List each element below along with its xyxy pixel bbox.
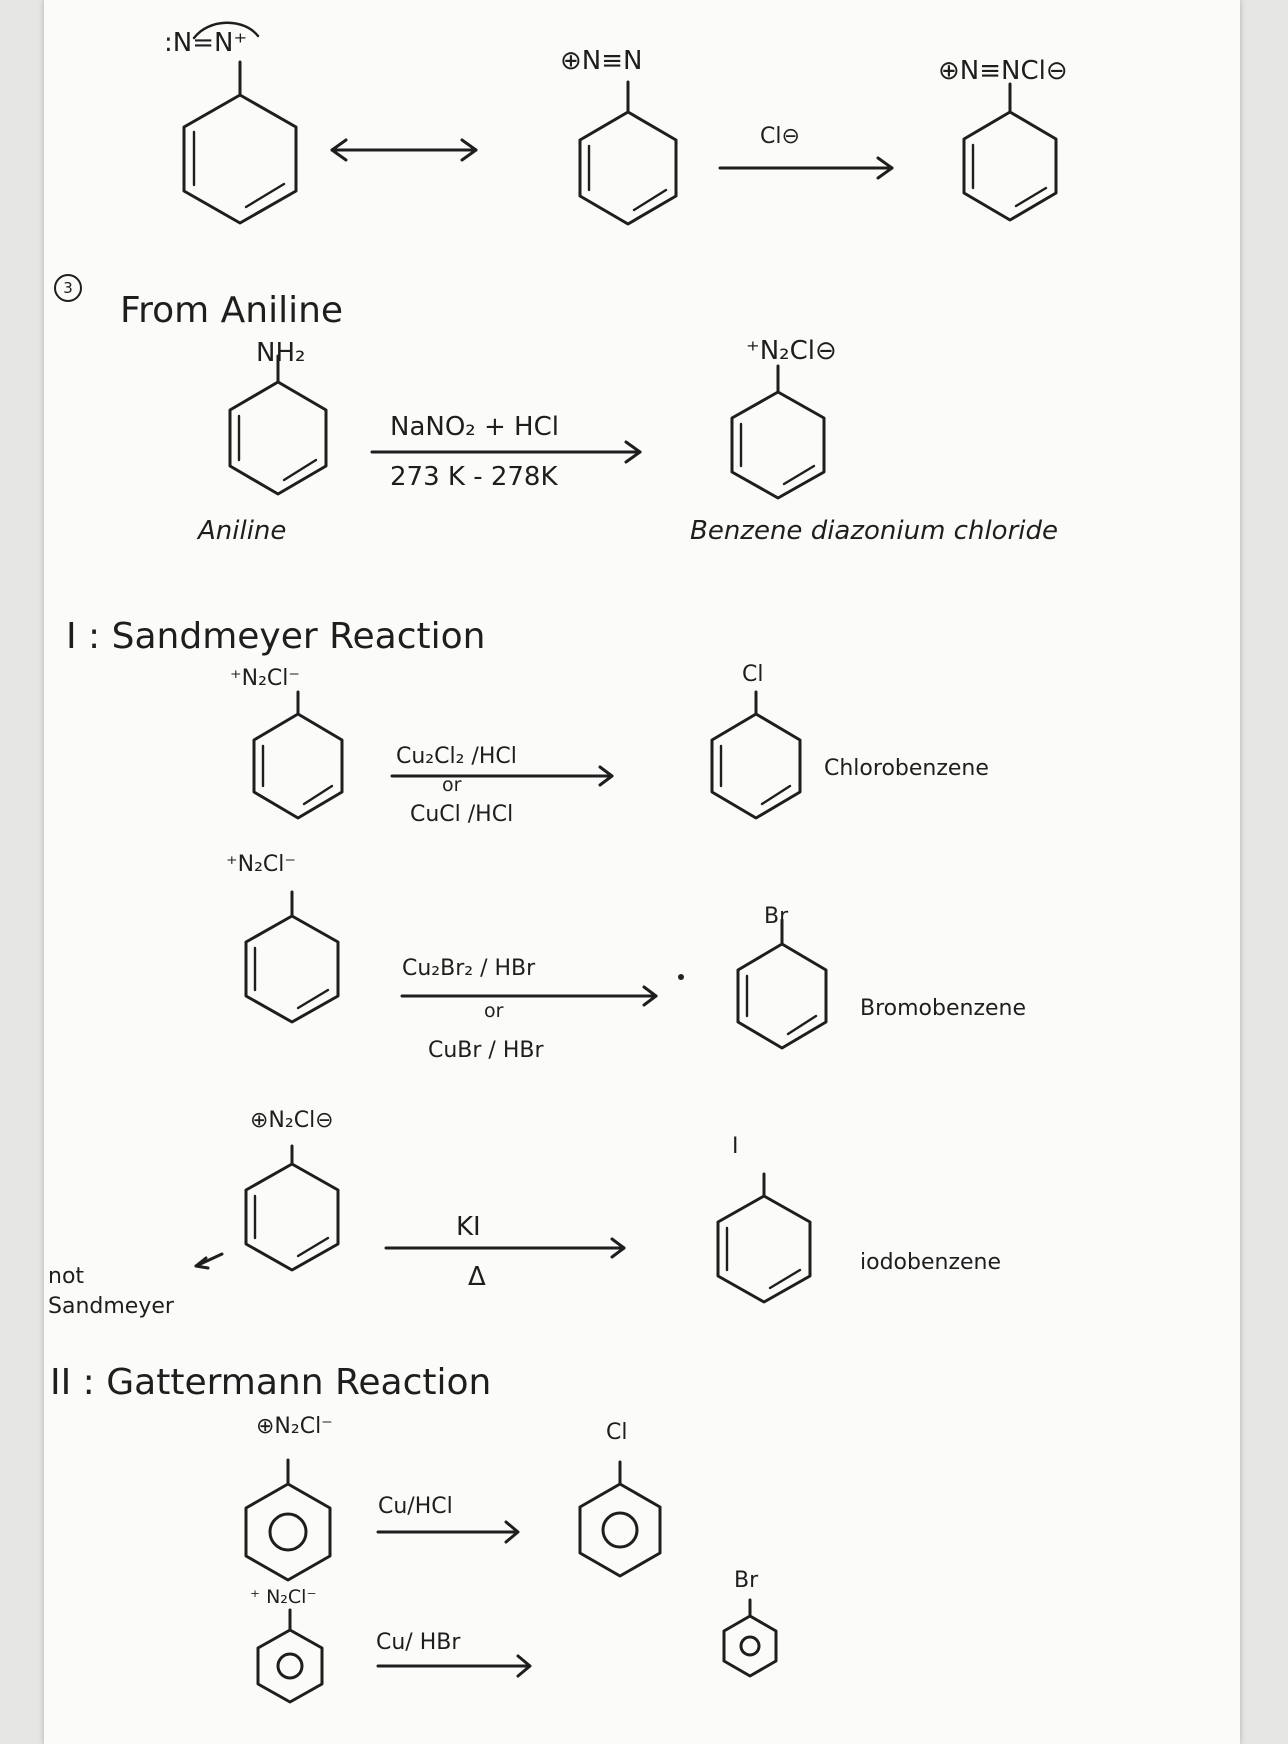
diazonium-ring <box>732 366 824 498</box>
resonance-left-label: :N=N⁺ <box>164 28 248 58</box>
notebook-page <box>44 0 1240 1744</box>
not-sandmeyer-note-line1: not <box>48 1264 85 1289</box>
gattermann-1-arrow <box>378 1522 518 1542</box>
gattermann-2-reactant-ring <box>258 1610 322 1702</box>
resonance-right-label: ⊕N≡NCl⊖ <box>938 56 1068 86</box>
aniline-nh2-group: NH₂ <box>256 338 306 368</box>
chlorobenzene-ring <box>712 692 800 818</box>
sandmeyer-3-reactant-ring <box>246 1146 338 1270</box>
gattermann-reaction-title: II : Gattermann Reaction <box>50 1362 492 1403</box>
sandmeyer-1-reactant-ring <box>254 692 342 818</box>
section-number-marker: 3 <box>54 274 82 302</box>
resonance-middle-label: ⊕N≡N <box>560 46 643 76</box>
aniline-label: Aniline <box>198 516 287 546</box>
diazotization-temperature: 273 K - 278K <box>390 462 558 492</box>
sandmeyer-1-reagent-top: Cu₂Cl₂ /HCl <box>396 744 517 769</box>
bromobenzene-label: Bromobenzene <box>860 996 1027 1021</box>
diazonium-group: ⁺N₂Cl⊖ <box>746 336 837 366</box>
benzene-diazonium-chloride-label: Benzene diazonium chloride <box>690 516 1058 546</box>
benzene-ring-1 <box>184 62 296 223</box>
sandmeyer-reaction-title: I : Sandmeyer Reaction <box>66 616 486 657</box>
not-sandmeyer-arrow <box>196 1254 222 1268</box>
sandmeyer-1-diazonium-group: ⁺N₂Cl⁻ <box>230 666 300 691</box>
diazotization-reagent: NaNO₂ + HCl <box>390 412 559 442</box>
sandmeyer-1-or: or <box>442 774 462 796</box>
not-sandmeyer-note-line2: Sandmeyer <box>48 1294 174 1319</box>
gattermann-2-diazonium-group: ⁺ N₂Cl⁻ <box>250 1586 317 1608</box>
section-from-aniline-title: From Aniline <box>120 290 344 331</box>
chlorobenzene-cl-group: Cl <box>742 662 764 687</box>
gattermann-chlorobenzene-cl-group: Cl <box>606 1420 628 1445</box>
gattermann-1-reagent: Cu/HCl <box>378 1494 453 1519</box>
iodobenzene-ring <box>718 1174 810 1302</box>
heat-symbol: Δ <box>468 1262 486 1292</box>
bromobenzene-ring <box>738 920 826 1048</box>
sandmeyer-1-arrow <box>392 767 612 785</box>
sandmeyer-2-reagent-top: Cu₂Br₂ / HBr <box>402 956 536 981</box>
sandmeyer-1-reagent-bottom: CuCl /HCl <box>410 802 514 827</box>
chlorobenzene-label: Chlorobenzene <box>824 756 989 781</box>
bromobenzene-br-group: Br <box>764 904 789 929</box>
reaction-arrow-cl <box>720 158 892 178</box>
ki-reagent: KI <box>456 1212 481 1242</box>
diazotization-arrow <box>372 442 640 462</box>
sandmeyer-2-or: or <box>484 1000 504 1022</box>
resonance-arrow <box>332 140 476 160</box>
gattermann-2-arrow <box>378 1656 530 1676</box>
benzene-ring-2 <box>580 82 676 224</box>
gattermann-bromobenzene-br-group: Br <box>734 1568 759 1593</box>
gattermann-1-reactant-ring <box>246 1460 330 1580</box>
gattermann-1-diazonium-group: ⊕N₂Cl⁻ <box>256 1414 333 1439</box>
sandmeyer-2-diazonium-group: ⁺N₂Cl⁻ <box>226 852 296 877</box>
sandmeyer-2-reactant-ring <box>246 892 338 1022</box>
sandmeyer-3-diazonium-group: ⊕N₂Cl⊖ <box>250 1108 334 1133</box>
iodobenzene-i-group: I <box>732 1134 739 1159</box>
structure-drawings <box>44 0 1240 1744</box>
aniline-ring <box>230 356 326 494</box>
gattermann-chlorobenzene-ring <box>580 1462 660 1576</box>
iodobenzene-label: iodobenzene <box>860 1250 1002 1275</box>
benzene-ring-3 <box>964 84 1056 220</box>
sandmeyer-2-reagent-bottom: CuBr / HBr <box>428 1038 544 1063</box>
gattermann-bromobenzene-ring <box>724 1600 776 1676</box>
ki-arrow <box>386 1239 624 1257</box>
sandmeyer-2-arrow <box>402 987 656 1005</box>
stray-dot <box>678 974 684 980</box>
gattermann-2-reagent: Cu/ HBr <box>376 1630 461 1655</box>
resonance-reagent: Cl⊖ <box>760 124 800 149</box>
